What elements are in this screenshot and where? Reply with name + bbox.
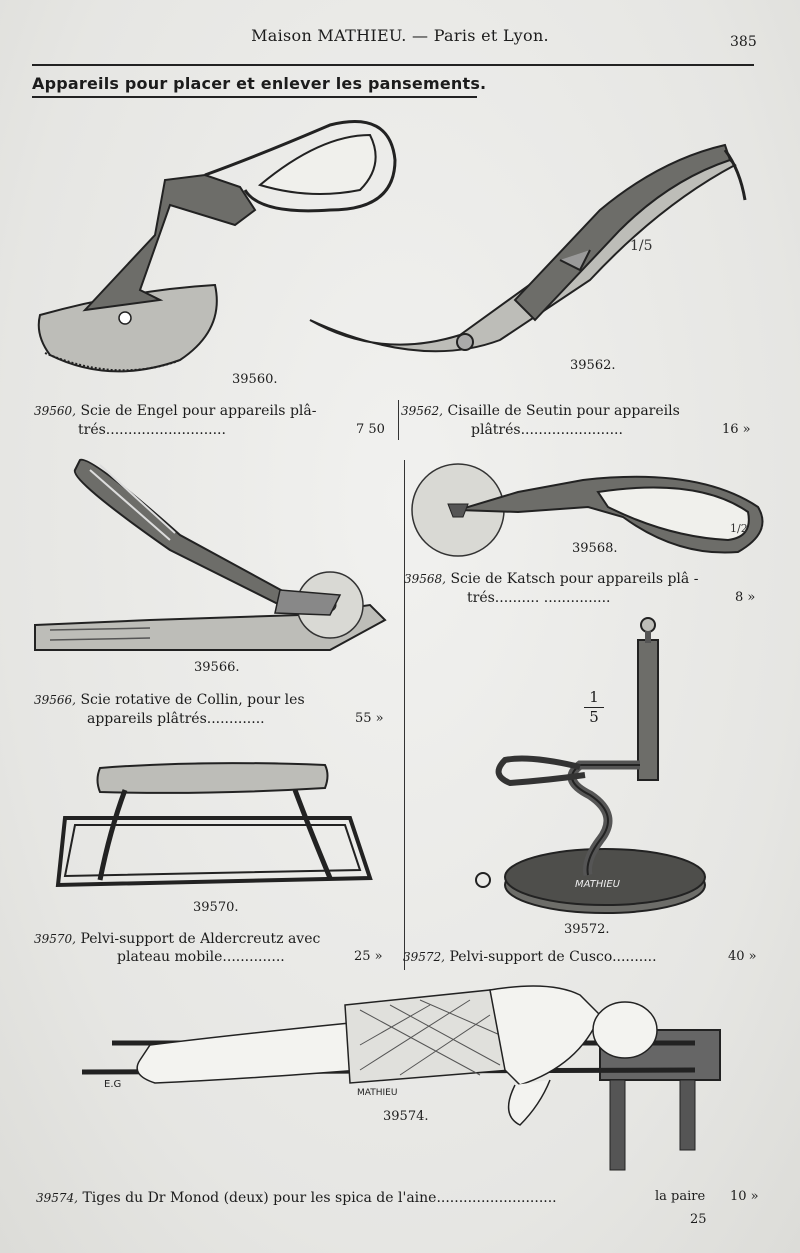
scale-numerator: 1 [589, 688, 599, 706]
item-39572-price: 40 » [728, 949, 757, 964]
fig-label-39568: 39568. [572, 541, 618, 556]
item-39568-number: 39568, [404, 572, 446, 586]
seutin-shears-illustration [300, 130, 760, 380]
fig-label-39560: 39560. [232, 372, 278, 387]
item-39566-price: 55 » [355, 711, 384, 726]
cusco-engraving: MATHIEU [575, 879, 620, 890]
item-39574-price: 10 » [730, 1189, 759, 1204]
item-39566-line2: appareils plâtrés............. [87, 711, 265, 727]
collin-rotary-saw-illustration [30, 455, 400, 665]
item-39568-line1 [404, 570, 698, 589]
item-39574-line1 [36, 1189, 557, 1208]
scale-denominator: 5 [584, 707, 604, 726]
engraver-signature: E.G [104, 1079, 122, 1090]
fig-label-39574: 39574. [383, 1109, 429, 1124]
page-header: Maison MATHIEU. — Paris et Lyon. [251, 26, 549, 45]
item-39574-number: 39574, [36, 1191, 78, 1205]
item-39570-number: 39570, [34, 932, 76, 946]
item-39562-number: 39562, [401, 404, 443, 418]
item-39568-price: 8 » [735, 590, 756, 605]
signature-number: 25 [690, 1212, 707, 1227]
scale-label-39568: 1/2 [730, 522, 748, 535]
header-rule [32, 64, 754, 66]
item-39572-number: 39572, [403, 950, 445, 964]
monod-engraving: MATHIEU [357, 1088, 398, 1098]
item-39574-text: Tiges du Dr Monod (deux) pour les spica de l'aine........................... [82, 1190, 557, 1206]
item-39562-price: 16 » [722, 422, 751, 437]
monod-rods-illustration [80, 975, 725, 1175]
column-divider [404, 460, 405, 970]
page-number: 385 [730, 34, 757, 50]
item-39562-line2: plâtrés....................... [471, 422, 623, 438]
item-39560-line1 [34, 402, 316, 421]
item-39568-line2: trés.......... ............... [467, 590, 611, 606]
item-39560-line2: trés........................... [78, 422, 226, 438]
item-39572-line1 [403, 948, 657, 967]
fig-label-39562: 39562. [570, 358, 616, 373]
fig-label-39572: 39572. [564, 922, 610, 937]
column-divider-top [398, 400, 399, 440]
item-39572-text: Pelvi-support de Cusco.......... [449, 949, 657, 965]
fig-label-39566: 39566. [194, 660, 240, 675]
item-39560-price: 7 50 [356, 422, 385, 437]
item-39568-text: Scie de Katsch pour appareils plâ - [450, 571, 699, 587]
aldercreutz-pelvic-support-illustration [50, 760, 380, 895]
scale-label-39562: 1/5 [630, 238, 653, 254]
item-39570-line2: plateau mobile.............. [117, 949, 285, 965]
item-39574-unit: la paire [655, 1189, 706, 1204]
section-underline [32, 96, 477, 98]
item-39570-line1 [34, 930, 320, 949]
item-39562-text: Cisaille de Seutin pour appareils [447, 403, 680, 419]
item-39562-line1 [401, 402, 680, 421]
cusco-pelvic-support-illustration [470, 615, 710, 920]
item-39570-price: 25 » [354, 949, 383, 964]
fig-label-39570: 39570. [193, 900, 239, 915]
item-39566-number: 39566, [34, 693, 76, 707]
item-39560-text: Scie de Engel pour appareils plâ- [80, 403, 317, 419]
item-39560-number: 39560, [34, 404, 76, 418]
item-39570-text: Pelvi-support de Aldercreutz avec [80, 931, 321, 947]
item-39566-line1 [34, 691, 305, 710]
section-title: Appareils pour placer et enlever les pansements. [32, 74, 487, 93]
item-39566-text: Scie rotative de Collin, pour les [80, 692, 305, 708]
